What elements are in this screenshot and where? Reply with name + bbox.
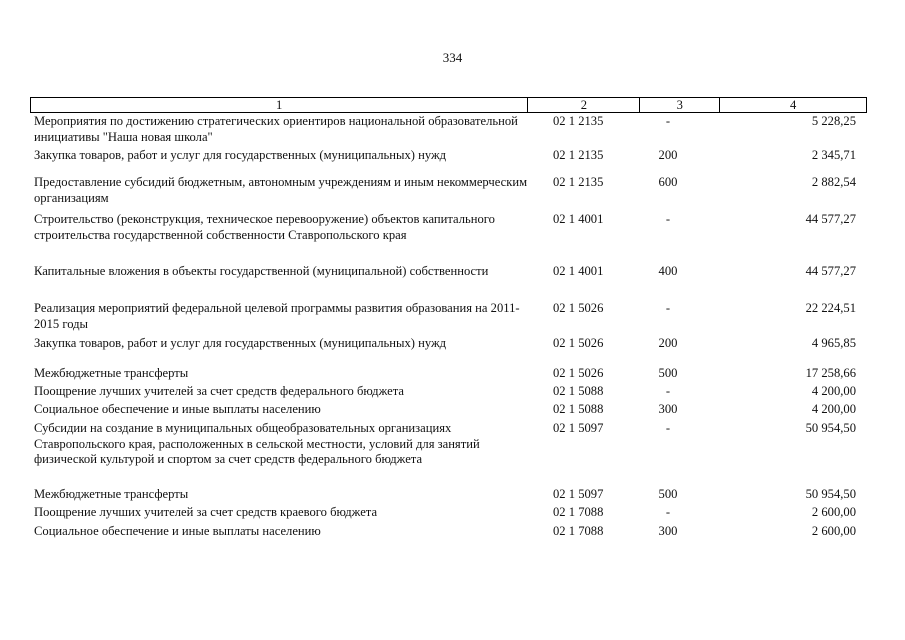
row-type: 500 (658, 366, 678, 380)
row-type: 400 (658, 264, 678, 278)
table-row (30, 114, 867, 148)
table-header (30, 97, 867, 113)
table-row (30, 487, 867, 505)
row-type: 600 (658, 175, 678, 189)
table-row (30, 524, 867, 542)
header-col-2: 2 (528, 98, 640, 112)
budget-table (30, 97, 867, 542)
row-type: 300 (658, 402, 678, 416)
row-name: Закупка товаров, работ и услуг для государственных (муниципальных) нужд (34, 336, 447, 350)
row-code: 02 1 4001 (553, 212, 604, 226)
row-code: 02 1 5026 (553, 336, 604, 350)
header-col-1: 1 (31, 98, 528, 112)
row-amount: 44 577,27 (805, 212, 856, 226)
table-row (30, 175, 867, 212)
row-type: - (665, 421, 671, 435)
row-code: 02 1 2135 (553, 114, 604, 128)
row-code: 02 1 5097 (553, 487, 604, 501)
row-amount: 4 200,00 (811, 402, 856, 416)
row-name: Межбюджетные трансферты (34, 487, 189, 501)
table-row (30, 148, 867, 175)
header-col-4: 4 (720, 98, 867, 112)
row-amount: 4 965,85 (811, 336, 856, 350)
row-code: 02 1 5026 (553, 301, 604, 315)
row-code: 02 1 5097 (553, 421, 604, 435)
row-amount: 2 882,54 (811, 175, 856, 189)
row-amount: 50 954,50 (805, 421, 856, 435)
table-row (30, 264, 867, 301)
row-name: Субсидии на создание в муниципальных общеобразовательных организациях Ставропольского края, расположенных в сельской местности, условий для занятий физической культурой и спортом за счет средств федерального бюджета (34, 421, 480, 466)
row-code: 02 1 5026 (553, 366, 604, 380)
row-name: Строительство (реконструкция, техническое перевооружение) объектов капитального строительства государственной собственности Ставропольского края (34, 212, 495, 242)
row-amount: 4 200,00 (811, 384, 856, 398)
table-row (30, 301, 867, 336)
row-name: Реализация мероприятий федеральной целевой программы развития образования на 2011-2015 годы (34, 301, 520, 331)
row-name: Мероприятия по достижению стратегических ориентиров национальной образовательной инициативы "Наша новая школа" (34, 114, 518, 144)
row-code: 02 1 7088 (553, 505, 604, 519)
header-col-3: 3 (640, 98, 720, 112)
table-row (30, 402, 867, 421)
row-code: 02 1 4001 (553, 264, 604, 278)
row-name: Поощрение лучших учителей за счет средств федерального бюджета (34, 384, 404, 398)
row-code: 02 1 2135 (553, 175, 604, 189)
table-row (30, 336, 867, 366)
row-amount: 2 600,00 (811, 505, 856, 519)
table-row (30, 212, 867, 264)
table-row (30, 505, 867, 524)
row-amount: 44 577,27 (805, 264, 856, 278)
row-name: Закупка товаров, работ и услуг для государственных (муниципальных) нужд (34, 148, 447, 162)
row-name: Капитальные вложения в объекты государственной (муниципальной) собственности (34, 264, 489, 278)
row-name: Межбюджетные трансферты (34, 366, 189, 380)
table-row (30, 421, 867, 487)
row-name: Предоставление субсидий бюджетным, автономным учреждениям и иным некоммерческим организациям (34, 175, 528, 205)
row-amount: 50 954,50 (805, 487, 856, 501)
row-type: 200 (658, 336, 678, 350)
row-code: 02 1 2135 (553, 148, 604, 162)
row-amount: 5 228,25 (811, 114, 856, 128)
row-type: 500 (658, 487, 678, 501)
table-row (30, 366, 867, 384)
row-type: 300 (658, 524, 678, 538)
row-code: 02 1 7088 (553, 524, 604, 538)
row-type: - (665, 114, 671, 128)
row-amount: 2 600,00 (811, 524, 856, 538)
row-amount: 17 258,66 (805, 366, 856, 380)
row-name: Социальное обеспечение и иные выплаты населению (34, 402, 321, 416)
row-type: - (665, 301, 671, 315)
row-amount: 22 224,51 (805, 301, 856, 315)
table-body (30, 114, 867, 542)
row-type: - (665, 505, 671, 519)
row-code: 02 1 5088 (553, 402, 604, 416)
row-code: 02 1 5088 (553, 384, 604, 398)
row-type: - (665, 212, 671, 226)
row-name: Социальное обеспечение и иные выплаты населению (34, 524, 321, 538)
row-name: Поощрение лучших учителей за счет средств краевого бюджета (34, 505, 378, 519)
table-row (30, 384, 867, 402)
row-type: - (665, 384, 671, 398)
row-type: 200 (658, 148, 678, 162)
row-amount: 2 345,71 (811, 148, 856, 162)
page-number: 334 (442, 50, 463, 65)
